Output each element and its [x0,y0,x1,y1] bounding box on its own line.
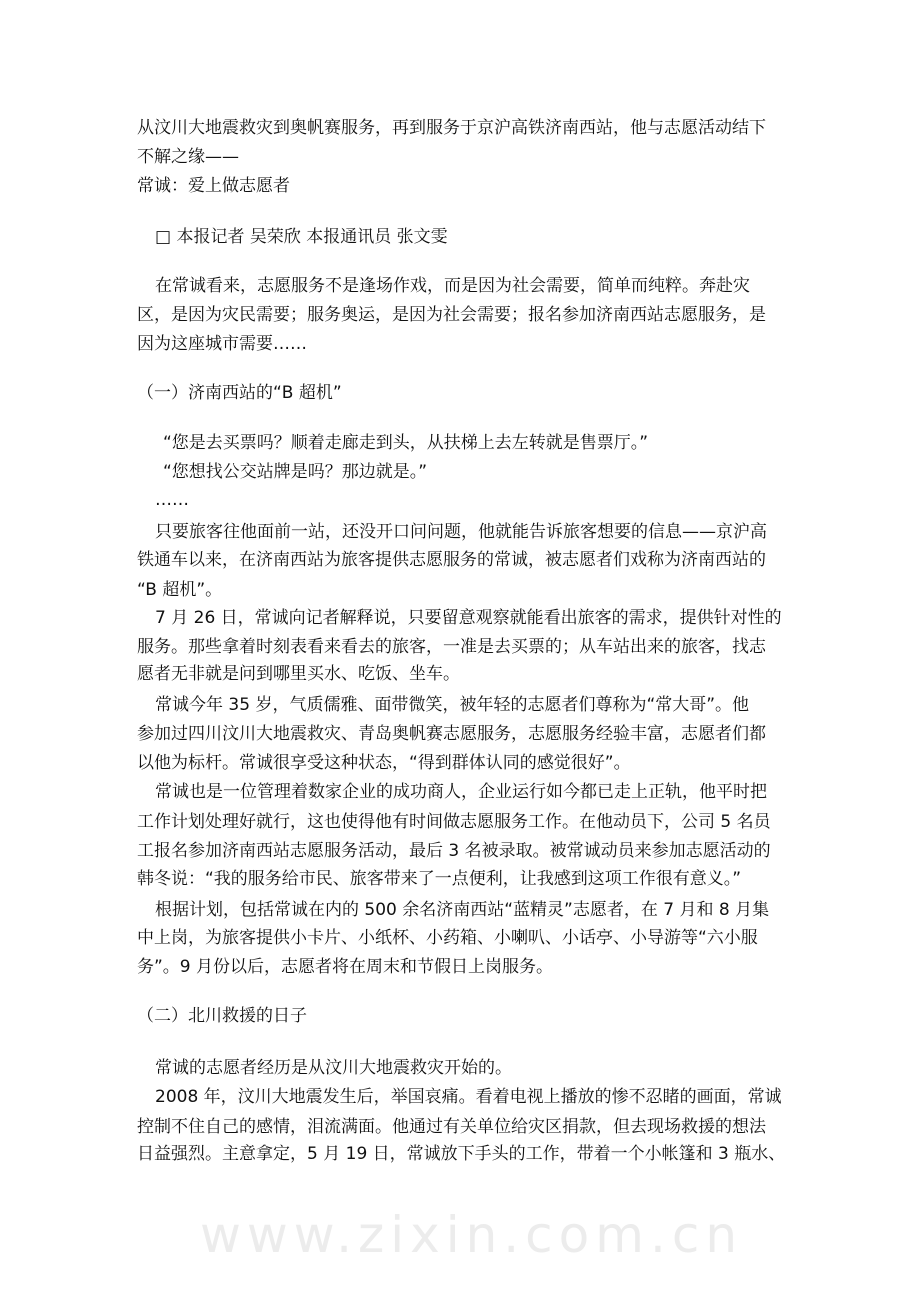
quote-line: “您想找公交站牌是吗？那边就是。” [163,462,428,482]
paragraph-line: 2008 年，汶川大地震发生后，举国哀痛。看着电视上播放的惨不忍睹的画面，常诚 [155,1087,782,1107]
paragraph-line: 韩冬说：“我的服务给市民、旅客带来了一点便利，让我感到这项工作很有意义。” [137,869,742,889]
paragraph-line: 参加过四川汶川大地震救灾、青岛奥帆赛志愿服务，志愿服务经验丰富，志愿者们都 [137,724,766,744]
byline: □ 本报记者 吴荣欣 本报通讯员 张文雯 [155,227,448,247]
paragraph-line: 控制不住自己的感情，泪流满面。他通过有关单位给灾区捐款，但去现场救援的想法 [137,1117,766,1137]
paragraph-line: 只要旅客往他面前一站，还没开口问问题，他就能告诉旅客想要的信息——京沪高 [155,522,767,542]
paragraph-line: 日益强烈。主意拿定，5 月 19 日，常诚放下手头的工作，带着一个小帐篷和 3 瓶水、 [137,1144,786,1164]
paragraph-line: 愿者无非就是问到哪里买水、吃饭、坐车。 [137,664,460,684]
section-heading: （一）济南西站的“B 超机” [137,383,342,403]
paragraph-line: 服务。那些拿着时刻表看来看去的旅客，一准是去买票的；从车站出来的旅客，找志 [137,637,766,657]
section-heading: （二）北川救援的日子 [137,1006,307,1026]
paragraph-line: 常诚也是一位管理着数家企业的成功商人，企业运行如今都已走上正轨，他平时把 [155,782,767,802]
quote-line: “您是去买票吗？顺着走廊走到头，从扶梯上去左转就是售票厅。” [163,433,649,453]
paragraph-line: 务”。9 月份以后，志愿者将在周末和节假日上岗服务。 [137,957,554,977]
paragraph-line: 中上岗，为旅客提供小卡片、小纸杯、小药箱、小喇叭、小话亭、小导游等“六小服 [137,928,758,948]
paragraph-line: 区，是因为灾民需要；服务奥运，是因为社会需要；报名参加济南西站志愿服务，是 [137,305,766,325]
paragraph-line: 铁通车以来，在济南西站为旅客提供志愿服务的常诚，被志愿者们戏称为济南西站的 [137,550,766,570]
paragraph-line: …… [155,490,189,510]
subtitle-line: 从汶川大地震救灾到奥帆赛服务，再到服务于京沪高铁济南西站，他与志愿活动结下 [137,118,766,138]
paragraph-line: 在常诚看来，志愿服务不是逢场作戏，而是因为社会需要，简单而纯粹。奔赴灾 [155,276,750,296]
paragraph-line: 7 月 26 日，常诚向记者解释说，只要留意观察就能看出旅客的需求，提供针对性的 [155,608,782,628]
paragraph-line: 常诚今年 35 岁，气质儒雅、面带微笑，被年轻的志愿者们尊称为“常大哥”。他 [155,695,750,715]
paragraph-line: 根据计划，包括常诚在内的 500 余名济南西站“蓝精灵”志愿者，在 7 月和 8 月集 [155,900,770,920]
paragraph-line: “B 超机”。 [137,580,223,600]
subtitle-line: 不解之缘—— [137,147,239,167]
watermark: www.zixin.com.cn [200,1206,744,1264]
article-title: 常诚：爱上做志愿者 [137,176,290,196]
paragraph-line: 工报名参加济南西站志愿服务活动，最后 3 名被录取。被常诚动员来参加志愿活动的 [137,841,771,861]
paragraph-line: 以他为标杆。常诚很享受这种状态，“得到群体认同的感觉很好”。 [137,753,631,773]
paragraph-line: 工作计划处理好就行，这也使得他有时间做志愿服务工作。在他动员下，公司 5 名员 [137,812,771,832]
paragraph-line: 常诚的志愿者经历是从汶川大地震救灾开始的。 [155,1058,512,1078]
paragraph-line: 因为这座城市需要…… [137,334,307,354]
